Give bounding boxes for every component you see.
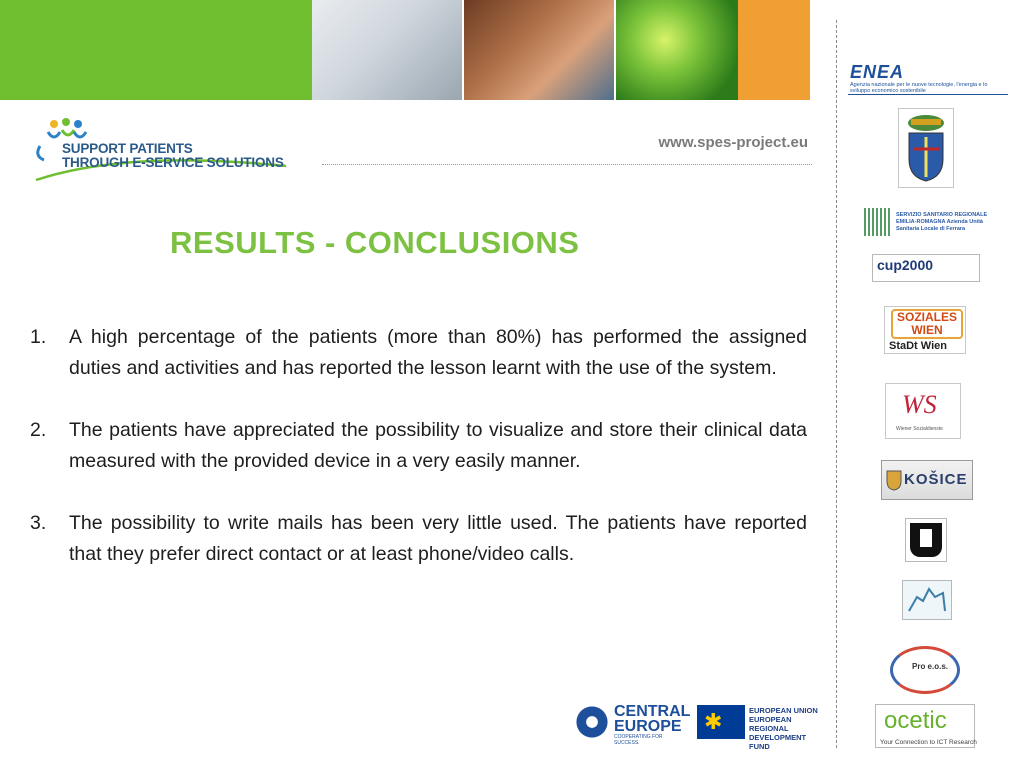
cup2000-name: cup2000 (877, 257, 934, 273)
technical-university-logo (905, 518, 947, 562)
eu-fund-text: EUROPEAN UNION EUROPEAN REGIONAL DEVELOPMENT FUND (749, 706, 818, 751)
central-europe-subtitle: COOPERATING FOR SUCCESS. (614, 734, 663, 746)
tu-emblem-icon (910, 523, 942, 557)
slide-title: RESULTS - CONCLUSIONS (170, 224, 580, 260)
list-number: 2. (30, 419, 47, 441)
eu-fund-logo (697, 705, 818, 751)
ocetic-logo (875, 704, 975, 748)
horse-emblem-icon (903, 581, 951, 619)
ocetic-subtitle: Your Connection to ICT Research (880, 739, 977, 746)
wiener-sozialdienste-logo (885, 383, 961, 439)
kosice-emblem-icon (885, 469, 903, 491)
enea-underline (848, 94, 1008, 95)
orange-banner-block (738, 0, 810, 100)
coat-of-arms-logo (898, 108, 954, 188)
list-item (30, 508, 807, 570)
list-text: The possibility to write mails has been very little used. The patients have reported that they prefer direct contact or at least phone/video calls. (69, 512, 807, 565)
list-item (30, 415, 807, 477)
stadt-wien-text: StaDt Wien (889, 340, 947, 352)
cup2000-logo (872, 254, 980, 282)
spes-logo (34, 118, 304, 188)
list-number: 3. (30, 512, 47, 534)
soziales-wien-logo (884, 306, 966, 354)
emilia-grid-icon (864, 208, 892, 236)
list-item (30, 322, 807, 384)
soziales-wien-name: SOZIALES WIEN (891, 309, 963, 339)
ws-name: WS (902, 390, 937, 419)
list-number: 1. (30, 326, 47, 348)
kosice-name: KOŠICE (904, 471, 968, 488)
emilia-romagna-logo (864, 208, 992, 236)
enea-name: ENEA (850, 62, 905, 82)
enea-logo (848, 58, 1008, 96)
header-green-bar (0, 0, 312, 100)
doctor-laptop-photo (312, 0, 462, 100)
list-text: A high percentage of the patients (more than 80%) has performed the assigned duties and activities and has reported the lesson learnt with the use of the system. (69, 326, 807, 379)
conclusions-list (30, 322, 807, 601)
central-europe-name: CENTRAL EUROPE (614, 703, 691, 735)
central-europe-logo (574, 702, 691, 746)
ocetic-name: ocetic (884, 707, 947, 734)
pro-eos-name: Pro e.o.s. (912, 662, 949, 671)
list-text: The patients have appreciated the possibility to visualize and store their clinical data measured with the provided device in a very easily manner. (69, 419, 807, 472)
eu-flag-icon: ✱ (697, 705, 745, 739)
website-link[interactable]: www.spes-project.eu (658, 134, 808, 151)
logo-text: SUPPORT PATIENTS THROUGH E-SERVICE SOLUTIONS (62, 141, 284, 170)
green-leaves-photo (616, 0, 738, 100)
pro-eos-logo (890, 646, 962, 696)
header-divider (322, 164, 812, 165)
partner-column-divider (836, 20, 837, 748)
holding-hands-photo (464, 0, 614, 100)
ws-subtitle: Wiener Sozialdienste (896, 426, 943, 432)
university-horse-logo (902, 580, 952, 620)
central-europe-emblem-icon (574, 704, 610, 740)
emilia-text: SERVIZIO SANITARIO REGIONALE EMILIA-ROMAGNA Azienda Unità Sanitaria Locale di Ferrara (896, 212, 988, 232)
kosice-logo (881, 460, 973, 500)
enea-subtitle: Agenzia nazionale per le nuove tecnologie, l'energia e lo sviluppo economico sostenibile (850, 82, 988, 94)
coat-of-arms-icon (899, 109, 953, 187)
